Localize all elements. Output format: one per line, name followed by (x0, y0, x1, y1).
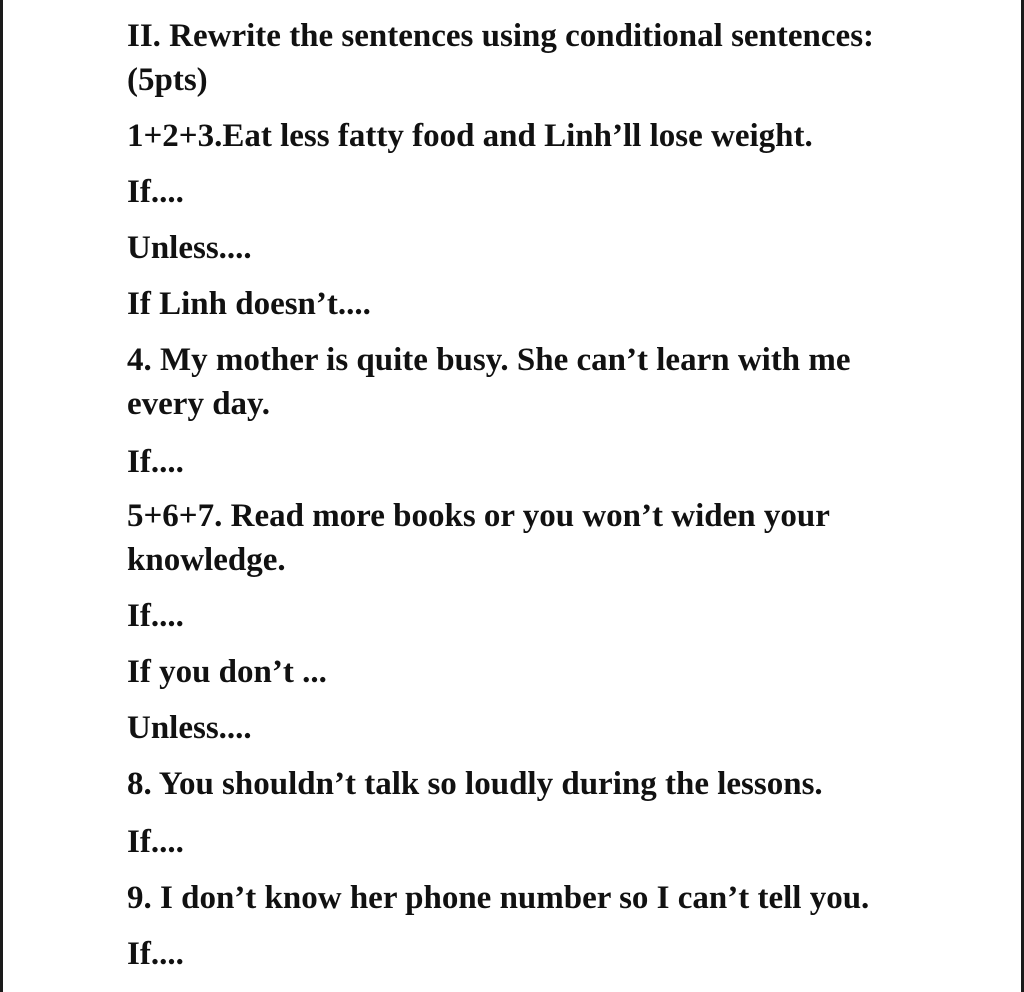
exercise-prompt: 1+2+3.Eat less fatty food and Linh’ll lose weight. (127, 118, 813, 154)
section-points: (5pts) (127, 62, 208, 98)
exercise-prompt: 9. I don’t know her phone number so I can’t tell you. (127, 880, 870, 916)
left-border (0, 0, 3, 992)
answer-line: If.... (127, 824, 184, 860)
exercise-prompt-continued: every day. (127, 386, 270, 422)
answer-line: Unless.... (127, 710, 252, 746)
answer-line: If Linh doesn’t.... (127, 286, 371, 322)
section-heading: II. Rewrite the sentences using conditional sentences: (127, 18, 875, 54)
exercise-prompt: 8. You shouldn’t talk so loudly during the lessons. (127, 766, 823, 802)
answer-line: If.... (127, 598, 184, 634)
answer-line: If.... (127, 444, 184, 480)
answer-line: If you don’t ... (127, 654, 327, 690)
exercise-prompt-continued: knowledge. (127, 542, 286, 578)
answer-line: If.... (127, 936, 184, 972)
answer-line: Unless.... (127, 230, 252, 266)
answer-line: If.... (127, 174, 184, 210)
exercise-prompt: 5+6+7. Read more books or you won’t widen your (127, 498, 830, 534)
exercise-prompt: 4. My mother is quite busy. She can’t learn with me (127, 342, 851, 378)
